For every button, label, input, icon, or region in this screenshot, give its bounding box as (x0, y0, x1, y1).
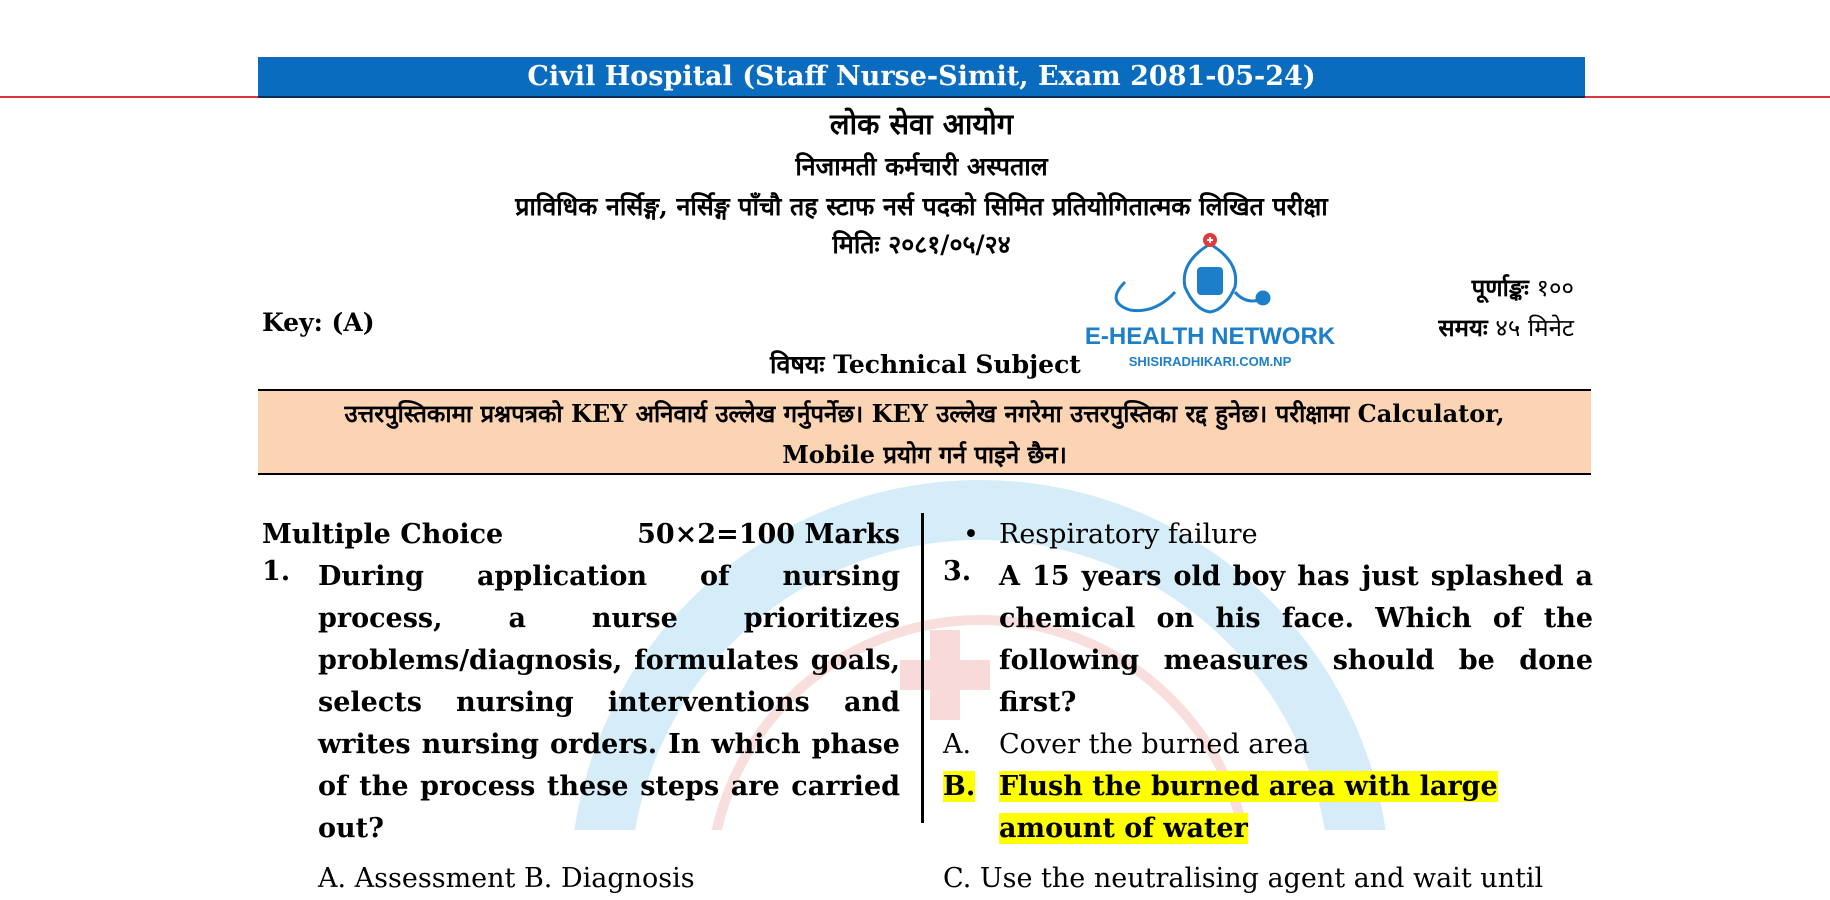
column-divider (921, 513, 924, 823)
option-letter: A. (943, 729, 972, 760)
question-number: 1. (262, 556, 291, 587)
exam-description: प्राविधिक नर्सिङ्ग, नर्सिङ्ग पाँचौ तह स्टाफ नर्स पदको सिमित प्रतियोगितात्मक लिखित परीक्षा (515, 192, 1328, 221)
e-health-network-logo (1085, 232, 1335, 372)
option-c-text: C. Use the neutralising agent and wait until (943, 863, 1544, 894)
question-text: A 15 years old boy has just splashed a chemical on his face. Which of the following measures should be done first? (999, 561, 1593, 718)
question-1-options-partial (262, 858, 900, 900)
exam-banner: Civil Hospital (Staff Nurse-Simit, Exam 2081-05-24) (258, 57, 1585, 98)
section-title: Multiple Choice (262, 519, 504, 550)
logo-name: E-HEALTH NETWORK (1085, 323, 1335, 350)
option-letter: B. (943, 771, 976, 802)
exam-date: मितिः २०८१/०५/२४ (832, 230, 1011, 259)
commission-title: लोक सेवा आयोग (829, 107, 1014, 141)
option-c-partial (943, 858, 1593, 900)
option-a (943, 724, 1593, 766)
bullet-text: Respiratory failure (999, 519, 1258, 550)
question-3 (943, 556, 1593, 724)
section-marks: 50×2=100 Marks (637, 519, 900, 550)
left-column (262, 514, 900, 900)
instruction-notice (258, 389, 1591, 475)
option-text: Flush the burned area with large amount of water (999, 771, 1498, 844)
bullet-item (943, 514, 1593, 556)
marks-box (1438, 268, 1574, 348)
time-value: ४५ मिनेट (1495, 314, 1574, 342)
notice-line-2: Mobile प्रयोग गर्न पाइने छैन। (782, 440, 1067, 469)
right-column (943, 514, 1593, 900)
option-text: Cover the burned area (999, 729, 1310, 760)
subject-label: विषयः Technical Subject (770, 350, 1081, 379)
full-marks-value: १०० (1536, 274, 1574, 302)
time-label: समयः (1438, 313, 1488, 342)
section-header (262, 514, 900, 556)
question-number: 3. (943, 556, 972, 587)
question-text: During application of nursing process, a nurse prioritizes problems/diagnosis, formulates goals, selects nursing interventions and writes nursing orders. In which phase of the process these steps are carried out? (318, 561, 900, 844)
hospital-title: निजामती कर्मचारी अस्पताल (795, 152, 1048, 181)
bullet-dot: • (963, 519, 979, 550)
answer-key-label: Key: (A) (262, 308, 375, 337)
partial-options-text: A. Assessment B. Diagnosis (318, 863, 695, 894)
notice-line-1: उत्तरपुस्तिकामा प्रश्नपत्रको KEY अनिवार्य उल्लेख गर्नुपर्नेछ। KEY उल्लेख नगरेमा उत्तरपुस्तिका रद्द हुनेछ। परीक्षामा Calculator, (344, 399, 1505, 428)
question-1 (262, 556, 900, 850)
full-marks-label: पूर्णाङ्कः (1471, 273, 1529, 302)
option-b-correct (943, 766, 1593, 850)
logo-url: SHISIRADHIKARI.COM.NP (1128, 354, 1292, 369)
